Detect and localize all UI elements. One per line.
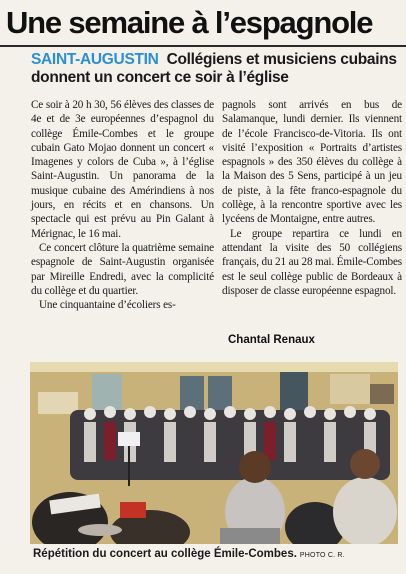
paragraph-1: Ce soir à 20 h 30, 56 élèves des classes de 4e et de 3e européennes d’espagnol du collège Émile-Combes et le groupe cubain Gato Mojao donnent un concert « Imagenes y colors de Cuba », à l’église Saint-Augustin. Un panorama de la musique cubaine des Amérindiens à nos jours, en récits et en chansons. Un spectacle qui est prévu au Pin Galant à Mérignac, le 16 mai. [31,99,214,240]
subhead-title: Collégiens et musiciens cubains donnent un concert ce soir à l’église [31,51,397,86]
paragraph-3-start: Une cinquantaine d’écoliers es- [39,299,176,312]
photo-caption [33,548,403,560]
paragraph-4: Le groupe repartira ce lundi en attendant la visite des 50 collégiens français, du 21 au 28 mai. Émile-Combes est le seul collège public de Bordeaux à disposer de classe européenne espagnol. [222,227,402,297]
article-column-left [31,98,214,312]
concert-photo [30,362,398,544]
subhead [31,51,403,87]
concert-photo-illustration [30,362,398,544]
article-column-right [222,98,402,298]
headline: Une semaine à l’espagnole [6,5,373,40]
photo-credit: PHOTO C. R. [299,552,345,559]
photo-caption-text: Répétition du concert au collège Émile-Combes. [33,548,297,560]
paragraph-3-end: pagnols sont arrivés en bus de Salamanque, lundi dernier. Ils viennent de l’école Francisco-de-Vitoria. Ils ont visité l’exposition « Portraits d’artistes espagnols » des 350 élèves du collège à la Maison des 5 Sens, participé à un jeu de piste, à la fête franco-espagnole du collège, à la rencontre sportive avec les lycéens de Montaigne, entre autres. [222,99,402,226]
paragraph-2: Ce concert clôture la quatrième semaine espagnole de Saint-Augustin organisée par Mireille Endredi, avec la complicité du collège et du quartier. [31,241,214,297]
byline: Chantal Renaux [228,334,315,346]
headline-rule [0,45,406,47]
kicker: SAINT-AUGUSTIN [31,51,159,68]
